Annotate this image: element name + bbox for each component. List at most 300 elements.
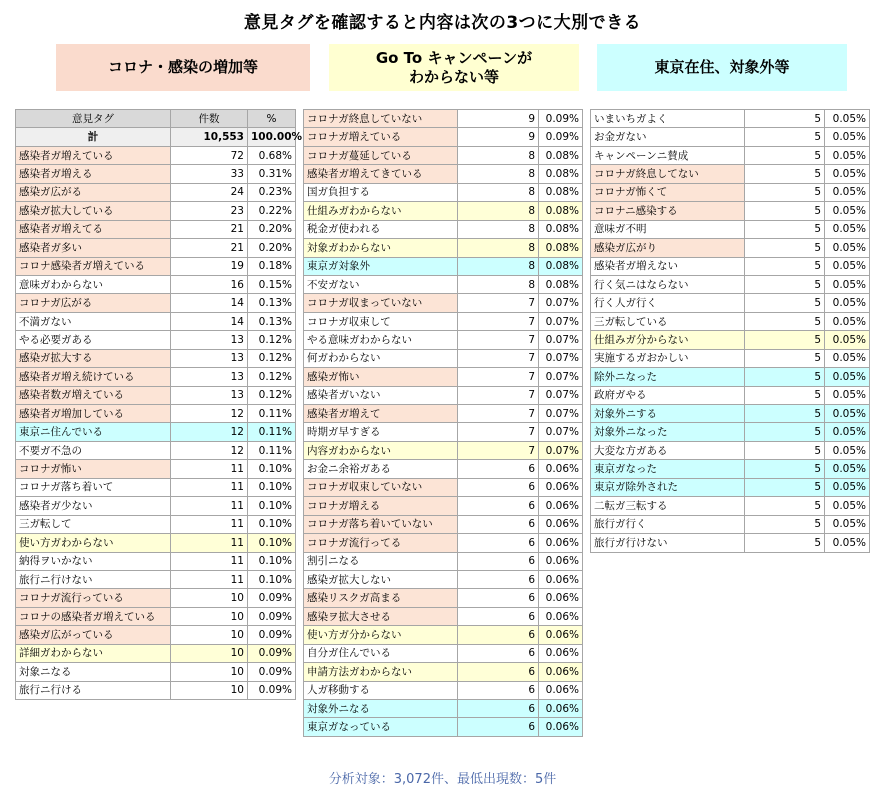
header-count: 件数 [171, 110, 248, 128]
count-cell: 7 [458, 441, 539, 459]
count-cell: 7 [458, 331, 539, 349]
count-cell: 5 [745, 497, 825, 515]
pct-cell: 0.06% [539, 460, 583, 478]
table-row [591, 460, 870, 478]
tag-cell: 感染ガ拡大する [16, 349, 171, 367]
tag-cell: コロナガ終息していない [304, 110, 458, 128]
count-cell: 8 [458, 146, 539, 164]
tag-cell: 対象ガわからない [304, 239, 458, 257]
pct-cell: 0.07% [539, 294, 583, 312]
pct-cell: 0.12% [248, 386, 296, 404]
pct-cell: 0.06% [539, 497, 583, 515]
pct-cell: 0.08% [539, 239, 583, 257]
tag-cell: 感染者ガ増えて [304, 405, 458, 423]
table-row [591, 294, 870, 312]
table-row [591, 220, 870, 238]
pct-cell: 0.10% [248, 515, 296, 533]
count-cell: 5 [745, 460, 825, 478]
count-cell: 11 [171, 478, 248, 496]
pct-cell: 0.10% [248, 534, 296, 552]
pct-cell: 0.05% [825, 128, 870, 146]
count-cell: 6 [458, 644, 539, 662]
pct-cell: 0.18% [248, 257, 296, 275]
pct-cell: 0.05% [825, 257, 870, 275]
tag-cell: 感染者ガ少ない [16, 497, 171, 515]
count-cell: 7 [458, 423, 539, 441]
pct-cell: 0.05% [825, 423, 870, 441]
count-cell: 5 [745, 534, 825, 552]
table-row [16, 386, 296, 404]
pct-cell: 0.06% [539, 589, 583, 607]
header-tag: 意見タグ [16, 110, 171, 128]
tag-cell: 割引ニなる [304, 552, 458, 570]
pct-cell: 0.06% [539, 552, 583, 570]
table-row [591, 441, 870, 459]
total-row [16, 128, 296, 146]
pct-cell: 0.07% [539, 368, 583, 386]
tag-cell: 三ガ転して [16, 515, 171, 533]
table-row [16, 239, 296, 257]
table-row [16, 312, 296, 330]
tag-cell: コロナガ増えている [304, 128, 458, 146]
pct-cell: 0.12% [248, 331, 296, 349]
table-row [591, 312, 870, 330]
table-row [304, 644, 583, 662]
pct-cell: 0.10% [248, 570, 296, 588]
count-cell: 11 [171, 515, 248, 533]
count-cell: 6 [458, 700, 539, 718]
table-row [304, 405, 583, 423]
header-pct: % [248, 110, 296, 128]
tag-cell: 東京ガなった [591, 460, 745, 478]
table-row [16, 589, 296, 607]
pct-cell: 0.09% [539, 110, 583, 128]
count-cell: 11 [171, 497, 248, 515]
tag-cell: コロナガ蔓延している [304, 146, 458, 164]
count-cell: 7 [458, 368, 539, 386]
pct-cell: 0.06% [539, 626, 583, 644]
tag-cell: 行く人ガ行く [591, 294, 745, 312]
pct-cell: 0.07% [539, 441, 583, 459]
table-row [304, 700, 583, 718]
pct-cell: 0.05% [825, 497, 870, 515]
tag-cell: コロナガ収まっていない [304, 294, 458, 312]
tag-cell: 申請方法ガわからない [304, 663, 458, 681]
pct-cell: 0.05% [825, 183, 870, 201]
count-cell: 6 [458, 607, 539, 625]
tag-cell: 対象外ニなる [304, 700, 458, 718]
table-row [304, 589, 583, 607]
table-row [16, 146, 296, 164]
tag-cell: コロナガ終息してない [591, 165, 745, 183]
pct-cell: 0.10% [248, 552, 296, 570]
table-row [304, 294, 583, 312]
table-row [591, 405, 870, 423]
table-row [16, 183, 296, 201]
count-cell: 8 [458, 275, 539, 293]
pct-cell: 0.06% [539, 663, 583, 681]
tag-cell: 感染者ガ増えてきている [304, 165, 458, 183]
tag-table-3 [590, 109, 870, 553]
table-row [16, 626, 296, 644]
pct-cell: 0.05% [825, 441, 870, 459]
pct-cell: 0.20% [248, 239, 296, 257]
table-row [591, 349, 870, 367]
pct-cell: 0.09% [248, 681, 296, 699]
pct-cell: 0.05% [825, 331, 870, 349]
count-cell: 11 [171, 460, 248, 478]
page-title: 意見タグを確認すると内容は次の3つに大別できる [243, 13, 642, 33]
table-row [304, 478, 583, 496]
pct-cell: 0.09% [248, 663, 296, 681]
table-row [16, 644, 296, 662]
count-cell: 5 [745, 478, 825, 496]
table-row [304, 331, 583, 349]
pct-cell: 0.09% [248, 589, 296, 607]
tag-cell: 行く気ニはならない [591, 275, 745, 293]
count-cell: 6 [458, 460, 539, 478]
pct-cell: 0.05% [825, 368, 870, 386]
table-row [304, 275, 583, 293]
tag-cell: 仕組みガわからない [304, 202, 458, 220]
pct-cell: 0.12% [248, 368, 296, 386]
table-row [591, 146, 870, 164]
tag-cell: 感染者ガ増え続けている [16, 368, 171, 386]
tag-cell: 旅行ニ行ける [16, 681, 171, 699]
count-cell: 14 [171, 312, 248, 330]
count-cell: 10 [171, 607, 248, 625]
tag-cell: 不安ガない [304, 275, 458, 293]
table-row [16, 331, 296, 349]
count-cell: 7 [458, 386, 539, 404]
count-cell: 5 [745, 312, 825, 330]
tag-cell: 感染者ガ増えてる [16, 220, 171, 238]
pct-cell: 0.05% [825, 202, 870, 220]
table-row [591, 202, 870, 220]
count-cell: 7 [458, 312, 539, 330]
count-cell: 19 [171, 257, 248, 275]
pct-cell: 0.06% [539, 570, 583, 588]
table-row [304, 552, 583, 570]
category-label: コロナ・感染の増加等 [107, 58, 258, 76]
table-row [304, 349, 583, 367]
pct-cell: 0.08% [539, 183, 583, 201]
tag-cell: 感染ガ拡大しない [304, 570, 458, 588]
tag-cell: 政府ガやる [591, 386, 745, 404]
count-cell: 5 [745, 294, 825, 312]
pct-cell: 0.07% [539, 386, 583, 404]
tag-cell: 不満ガない [16, 312, 171, 330]
total-label: 計 [16, 128, 171, 146]
table-row [16, 257, 296, 275]
table-row [591, 128, 870, 146]
pct-cell: 0.11% [248, 441, 296, 459]
tag-cell: 対象外ニする [591, 405, 745, 423]
pct-cell: 0.09% [248, 644, 296, 662]
tag-cell: 感染者ガ増えている [16, 146, 171, 164]
pct-cell: 0.05% [825, 275, 870, 293]
count-cell: 7 [458, 349, 539, 367]
tag-cell: 使い方ガ分からない [304, 626, 458, 644]
count-cell: 5 [745, 331, 825, 349]
pct-cell: 0.07% [539, 423, 583, 441]
count-cell: 6 [458, 478, 539, 496]
count-cell: 8 [458, 239, 539, 257]
pct-cell: 0.06% [539, 718, 583, 736]
table-row [304, 497, 583, 515]
table-row [304, 441, 583, 459]
tag-cell: 除外ニなった [591, 368, 745, 386]
count-cell: 10 [171, 589, 248, 607]
pct-cell: 0.09% [248, 626, 296, 644]
tag-cell: 三ガ転している [591, 312, 745, 330]
table-row [304, 128, 583, 146]
count-cell: 11 [171, 570, 248, 588]
tag-cell: 不要ガ不急の [16, 441, 171, 459]
table-row [16, 423, 296, 441]
tag-cell: コロナガ収束して [304, 312, 458, 330]
tag-cell: 東京ニ住んでいる [16, 423, 171, 441]
pct-cell: 0.06% [539, 534, 583, 552]
pct-cell: 0.06% [539, 478, 583, 496]
count-cell: 6 [458, 534, 539, 552]
tag-cell: コロナガ収束していない [304, 478, 458, 496]
table-row [591, 497, 870, 515]
tag-cell: 感染者ガいない [304, 386, 458, 404]
table-row [591, 478, 870, 496]
table-row [591, 534, 870, 552]
tag-cell: 使い方ガわからない [16, 534, 171, 552]
tag-cell: 時期ガ早すぎる [304, 423, 458, 441]
table-row [591, 275, 870, 293]
pct-cell: 0.05% [825, 349, 870, 367]
category-label [376, 49, 532, 87]
category-label-line1: Go To キャンペーンが [375, 48, 533, 67]
category-label: 東京在住、対象外等 [654, 58, 790, 76]
count-cell: 23 [171, 202, 248, 220]
tag-cell: 旅行ガ行けない [591, 534, 745, 552]
pct-cell: 0.23% [248, 183, 296, 201]
table-row [304, 681, 583, 699]
tag-cell: 感染者数ガ増えている [16, 386, 171, 404]
count-cell: 5 [745, 368, 825, 386]
tag-table-1 [15, 109, 303, 700]
tag-cell: 自分ガ住んでいる [304, 644, 458, 662]
count-cell: 12 [171, 423, 248, 441]
pct-cell: 0.08% [539, 220, 583, 238]
pct-cell: 0.09% [539, 128, 583, 146]
count-cell: 5 [745, 110, 825, 128]
count-cell: 10 [171, 626, 248, 644]
pct-cell: 0.22% [248, 202, 296, 220]
count-cell: 5 [745, 405, 825, 423]
pct-cell: 0.12% [248, 349, 296, 367]
table-row [304, 423, 583, 441]
table-row [16, 478, 296, 496]
count-cell: 5 [745, 146, 825, 164]
tag-cell: コロナ感染者ガ増えている [16, 257, 171, 275]
tag-cell: 東京ガ対象外 [304, 257, 458, 275]
table-row [16, 552, 296, 570]
table-row [304, 626, 583, 644]
pct-cell: 0.68% [248, 146, 296, 164]
table-row [16, 294, 296, 312]
pct-cell: 0.10% [248, 460, 296, 478]
table-row [304, 146, 583, 164]
count-cell: 21 [171, 220, 248, 238]
tag-cell: 二転ガ三転する [591, 497, 745, 515]
table-row [304, 368, 583, 386]
table-row [16, 405, 296, 423]
count-cell: 6 [458, 663, 539, 681]
count-cell: 8 [458, 202, 539, 220]
table-row [16, 497, 296, 515]
tag-cell: 感染ガ広がり [591, 239, 745, 257]
count-cell: 11 [171, 552, 248, 570]
tag-cell: 感染ガ広がる [16, 183, 171, 201]
pct-cell: 0.05% [825, 534, 870, 552]
table-row [304, 220, 583, 238]
table-row [304, 607, 583, 625]
count-cell: 21 [171, 239, 248, 257]
tag-cell: 感染者ガ増えない [591, 257, 745, 275]
pct-cell: 0.11% [248, 423, 296, 441]
table-row [16, 220, 296, 238]
pct-cell: 0.05% [825, 460, 870, 478]
tag-cell: コロナガ流行ってる [304, 534, 458, 552]
table-row [304, 202, 583, 220]
pct-cell: 0.31% [248, 165, 296, 183]
count-cell: 5 [745, 183, 825, 201]
pct-cell: 0.08% [539, 202, 583, 220]
tag-cell: 感染ヲ拡大させる [304, 607, 458, 625]
pct-cell: 0.05% [825, 110, 870, 128]
pct-cell: 0.15% [248, 275, 296, 293]
pct-cell: 0.05% [825, 165, 870, 183]
category-goto-unclear [329, 44, 579, 91]
pct-cell: 0.08% [539, 257, 583, 275]
tag-cell: コロナの感染者ガ増えている [16, 607, 171, 625]
tag-cell: 感染者ガ増える [16, 165, 171, 183]
count-cell: 13 [171, 368, 248, 386]
tag-cell: 感染者ガ多い [16, 239, 171, 257]
table-row [16, 275, 296, 293]
pct-cell: 0.07% [539, 405, 583, 423]
footer-note: 分析対象：3,072件、最低出現数：5件 [328, 772, 557, 787]
tag-cell: 意味ガわからない [16, 275, 171, 293]
pct-cell: 0.20% [248, 220, 296, 238]
tag-cell: コロナガ怖い [16, 460, 171, 478]
pct-cell: 0.07% [539, 331, 583, 349]
tag-cell: 感染ガ怖い [304, 368, 458, 386]
pct-cell: 0.05% [825, 294, 870, 312]
pct-cell: 0.10% [248, 497, 296, 515]
tag-cell: 国ガ負担する [304, 183, 458, 201]
count-cell: 5 [745, 386, 825, 404]
table-row [591, 386, 870, 404]
table-row [16, 663, 296, 681]
count-cell: 6 [458, 589, 539, 607]
count-cell: 8 [458, 220, 539, 238]
tag-cell: コロナガ広がる [16, 294, 171, 312]
count-cell: 6 [458, 497, 539, 515]
table-row [591, 110, 870, 128]
table-row [16, 165, 296, 183]
pct-cell: 0.06% [539, 681, 583, 699]
tag-cell: 旅行ニ行けない [16, 570, 171, 588]
count-cell: 6 [458, 570, 539, 588]
tag-cell: コロナガ怖くて [591, 183, 745, 201]
count-cell: 6 [458, 626, 539, 644]
tag-cell: やる意味ガわからない [304, 331, 458, 349]
tag-cell: 意味ガ不明 [591, 220, 745, 238]
table-row [591, 257, 870, 275]
count-cell: 16 [171, 275, 248, 293]
pct-cell: 0.05% [825, 386, 870, 404]
table-row [16, 368, 296, 386]
tag-cell: 税金ガ使われる [304, 220, 458, 238]
pct-cell: 0.05% [825, 515, 870, 533]
pct-cell: 0.13% [248, 312, 296, 330]
table-row [16, 349, 296, 367]
count-cell: 7 [458, 294, 539, 312]
count-cell: 24 [171, 183, 248, 201]
table-row [16, 534, 296, 552]
total-count: 10,553 [171, 128, 248, 146]
pct-cell: 0.05% [825, 220, 870, 238]
count-cell: 5 [745, 257, 825, 275]
count-cell: 6 [458, 515, 539, 533]
count-cell: 12 [171, 441, 248, 459]
tag-table-2 [303, 109, 583, 737]
pct-cell: 0.11% [248, 405, 296, 423]
pct-cell: 0.08% [539, 165, 583, 183]
count-cell: 11 [171, 534, 248, 552]
pct-cell: 0.05% [825, 146, 870, 164]
table-row [304, 312, 583, 330]
pct-cell: 0.07% [539, 312, 583, 330]
pct-cell: 0.09% [248, 607, 296, 625]
table-row [304, 386, 583, 404]
tag-cell: 何ガわからない [304, 349, 458, 367]
table-row [304, 515, 583, 533]
pct-cell: 0.05% [825, 405, 870, 423]
tag-cell: コロナガ増える [304, 497, 458, 515]
tag-cell: お金ガない [591, 128, 745, 146]
tag-cell: 内容ガわからない [304, 441, 458, 459]
table-row [304, 239, 583, 257]
pct-cell: 0.08% [539, 275, 583, 293]
tag-cell: 感染ガ拡大している [16, 202, 171, 220]
table-row [591, 165, 870, 183]
table-row [16, 681, 296, 699]
category-covid-infection [56, 44, 310, 91]
table-row [304, 534, 583, 552]
tag-cell: 旅行ガ行く [591, 515, 745, 533]
table-row [591, 368, 870, 386]
tag-cell: 東京ガなっている [304, 718, 458, 736]
tag-cell: 納得ヲいかない [16, 552, 171, 570]
table-row [591, 239, 870, 257]
table-row [591, 423, 870, 441]
count-cell: 13 [171, 349, 248, 367]
tag-cell: 感染ガ広がっている [16, 626, 171, 644]
pct-cell: 0.13% [248, 294, 296, 312]
count-cell: 5 [745, 423, 825, 441]
count-cell: 72 [171, 146, 248, 164]
count-cell: 10 [171, 644, 248, 662]
tag-cell: 実施するガおかしい [591, 349, 745, 367]
